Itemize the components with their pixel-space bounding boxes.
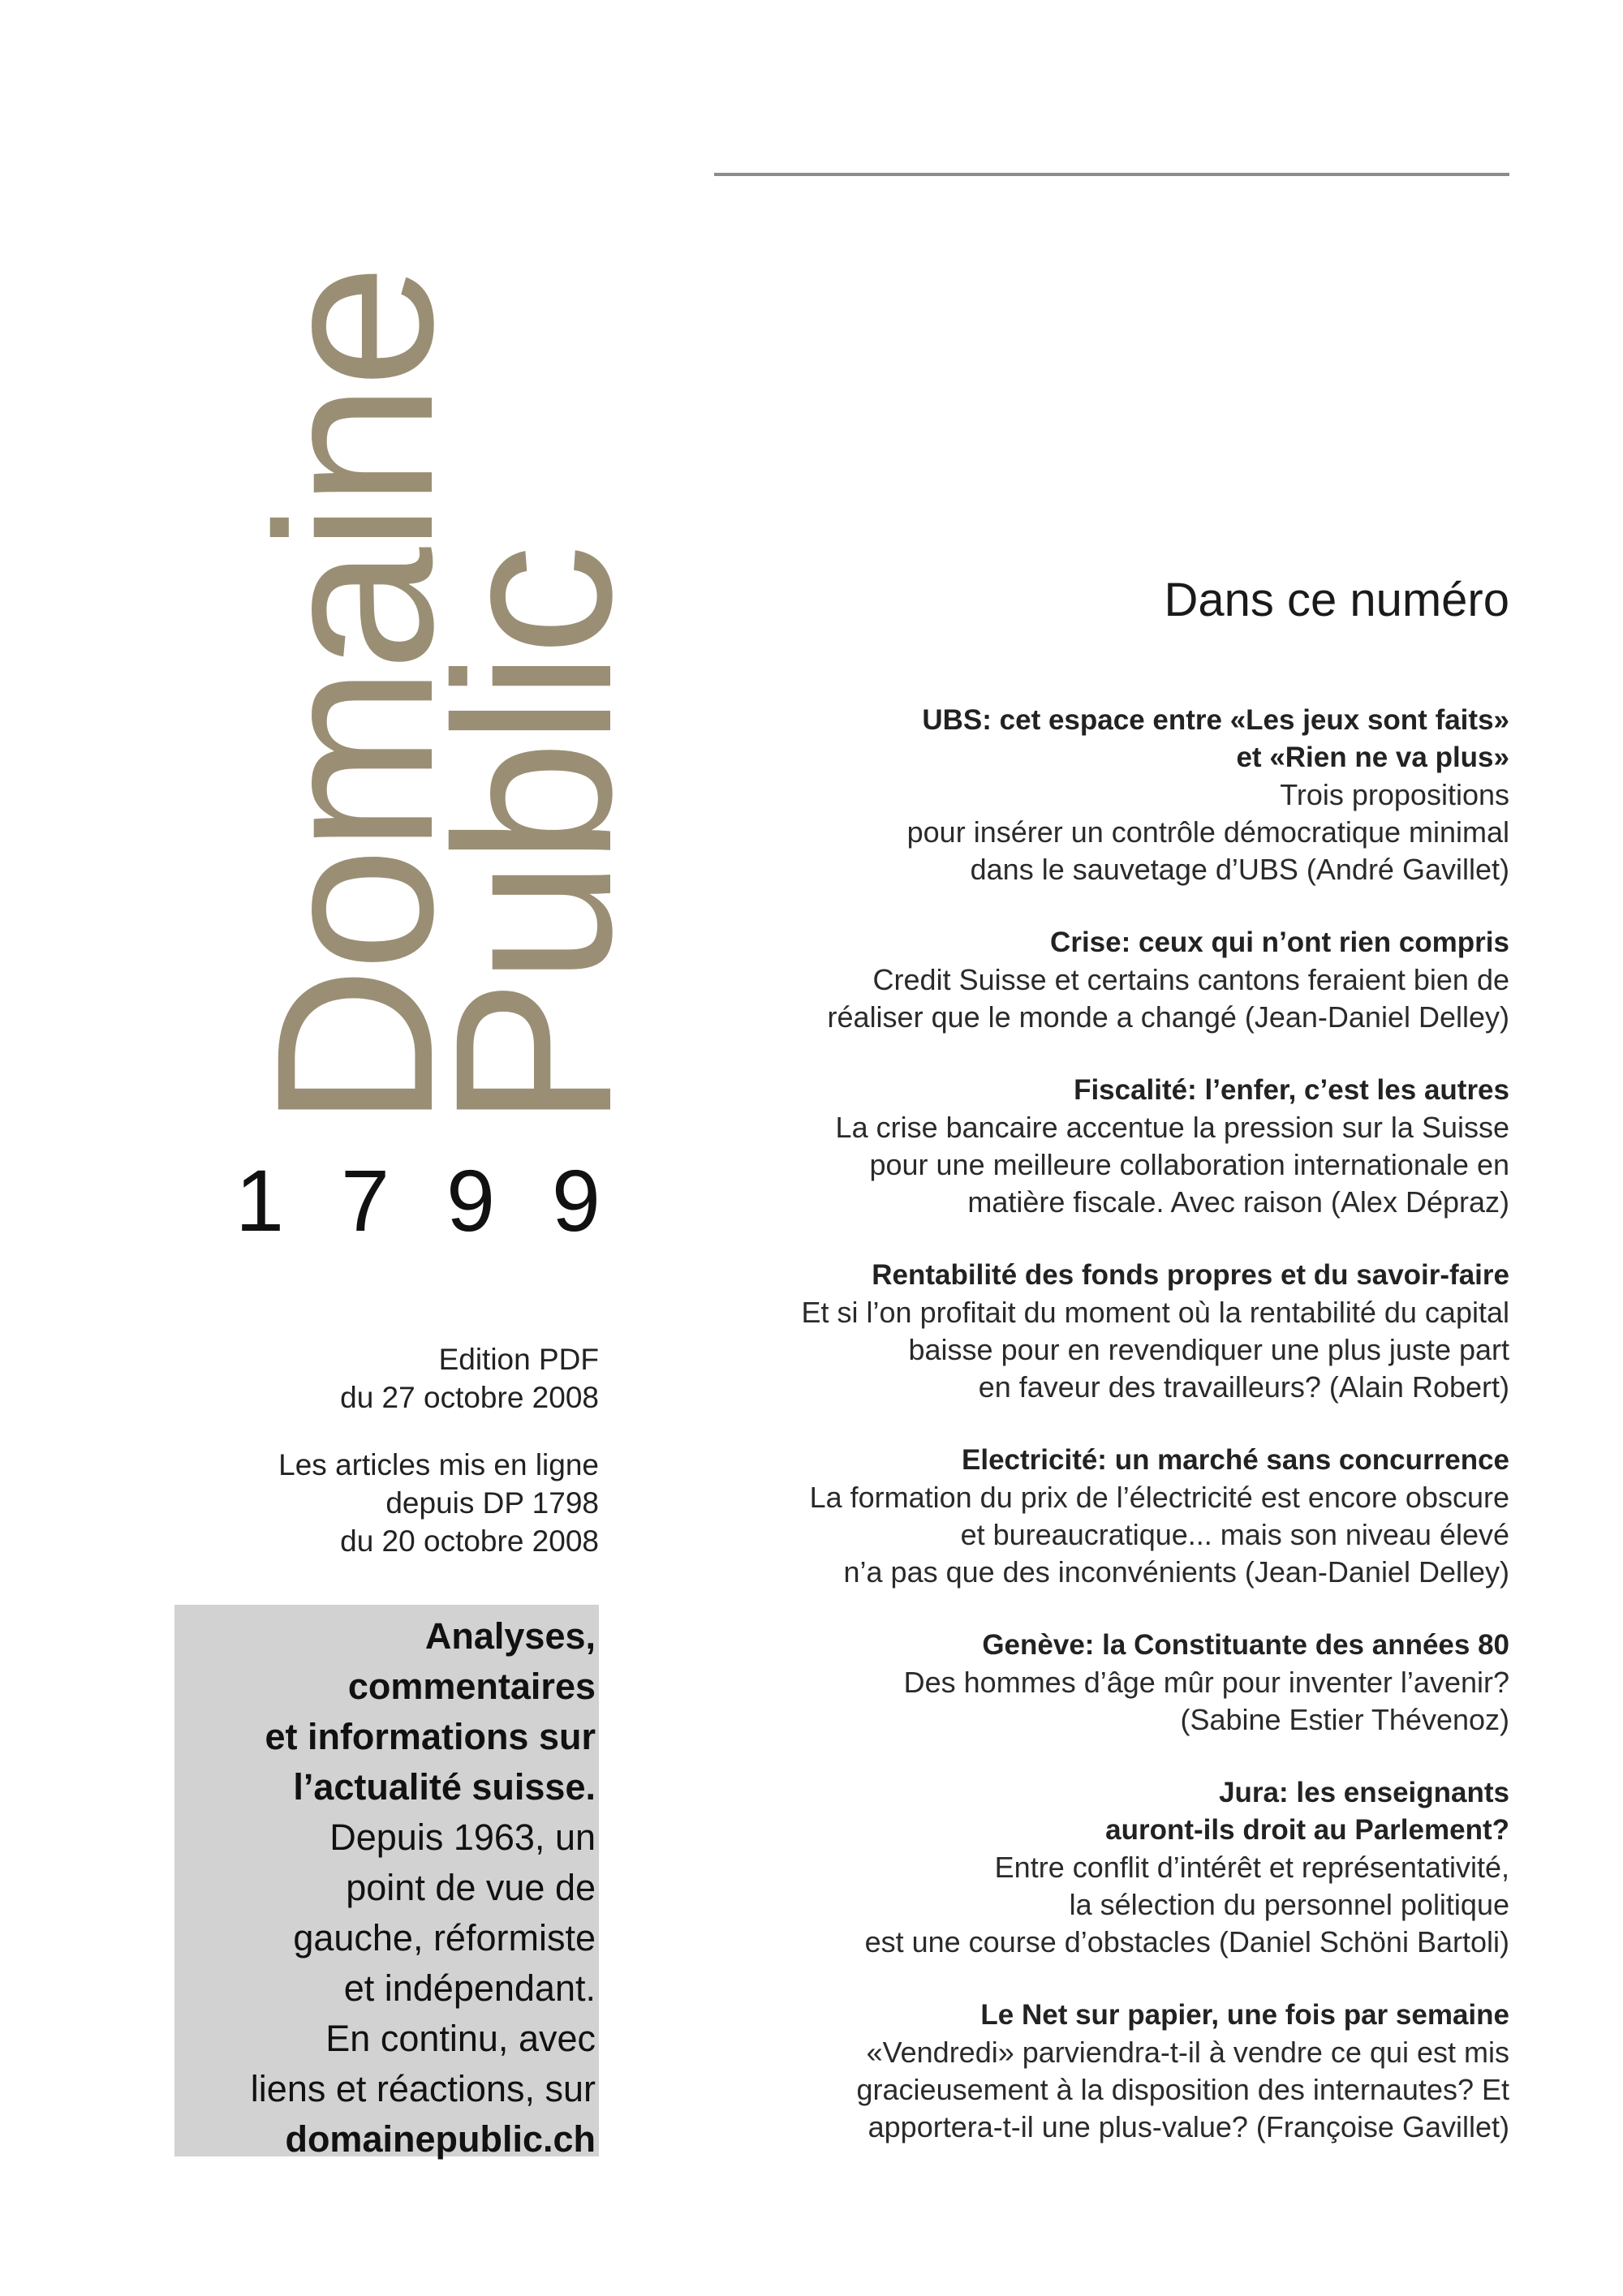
issue-digit: 9 [446,1151,496,1249]
issue-number [235,1152,601,1249]
top-divider [714,173,1509,176]
toc-item[interactable] [698,1774,1509,1961]
issue-digit: 1 [235,1151,285,1249]
article-summary: «Vendredi» parviendra-t-il à vendre ce qui est mis gracieusement à la disposition des internautes? Et apportera-t-il une plus-value? (Françoise Gavillet) [856,2036,1509,2143]
website-link[interactable]: domainepublic.ch [285,2118,596,2160]
article-title: Le Net sur papier, une fois par semaine [980,1999,1509,2031]
masthead-domaine: Domaine [230,269,480,1128]
article-title: Jura: les enseignants auront-ils droit au Parlement? [1105,1777,1509,1846]
article-title: Electricité: un marché sans concurrence [962,1444,1509,1476]
article-title: Genève: la Constituante des années 80 [982,1629,1509,1661]
article-summary: Entre conflit d’intérêt et représentativité, la sélection du personnel politique est une course d’obstacles (Daniel Schöni Bartoli) [864,1851,1509,1958]
article-title: Rentabilité des fonds propres et du savoir-faire [872,1259,1509,1291]
online-articles-date: du 20 octobre 2008 [340,1524,599,1558]
article-summary: La formation du prix de l’électricité est encore obscure et bureaucratique... mais son niveau élevé n’a pas que des inconvénients (Jean-Daniel Delley) [809,1481,1509,1589]
masthead [219,170,658,1128]
article-summary: Credit Suisse et certains cantons feraient bien de réaliser que le monde a changé (Jean-Daniel Delley) [827,963,1509,1034]
about-line: point de vue de [346,1867,596,1908]
about-line: Depuis 1963, un [329,1817,596,1858]
toc-item[interactable] [698,1627,1509,1739]
masthead-public: Public [409,549,658,1128]
toc-heading: Dans ce numéro [1164,574,1509,626]
toc-item[interactable] [698,702,1509,888]
spacer [112,1417,599,1446]
toc-item[interactable] [698,1997,1509,2146]
issue-digit: 9 [551,1151,601,1249]
article-summary: Et si l’on profitait du moment où la rentabilité du capital baisse pour en revendiquer une plus juste part en faveur des travailleurs? (Alain Robert) [801,1296,1509,1404]
edition-type: Edition PDF [438,1343,599,1376]
table-of-contents [698,702,1509,2182]
toc-item[interactable] [698,1072,1509,1221]
about-line: liens et réactions, sur [250,2068,596,2109]
about-line: commentaires [347,1666,596,1707]
article-summary: Des hommes d’âge mûr pour inventer l’avenir? (Sabine Estier Thévenoz) [903,1666,1509,1736]
toc-item[interactable] [698,1442,1509,1591]
about-box [174,1605,599,2160]
article-title: UBS: cet espace entre «Les jeux sont faits» et «Rien ne va plus» [922,704,1509,773]
about-line: et informations sur [265,1716,596,1757]
about-line: et indépendant. [343,1967,596,2009]
toc-item[interactable] [698,1257,1509,1406]
online-articles-label: Les articles mis en ligne [278,1448,599,1481]
article-summary: Trois propositions pour insérer un contrôle démocratique minimal dans le sauvetage d’UBS (André Gavillet) [906,778,1509,886]
toc-item[interactable] [698,924,1509,1036]
edition-info [112,1340,599,1560]
about-line: En continu, avec [325,2018,596,2059]
about-line: l’actualité suisse. [293,1766,596,1808]
edition-date: du 27 octobre 2008 [340,1381,599,1414]
issue-digit: 7 [340,1151,390,1249]
online-articles-since: depuis DP 1798 [385,1486,599,1520]
article-summary: La crise bancaire accentue la pression sur la Suisse pour une meilleure collaboration internationale en matière fiscale. Avec raison (Alex Dépraz) [835,1111,1509,1219]
about-line: Analyses, [424,1615,596,1657]
article-title: Crise: ceux qui n’ont rien compris [1050,927,1509,958]
article-title: Fiscalité: l’enfer, c’est les autres [1074,1074,1509,1106]
about-line: gauche, réformiste [293,1917,596,1958]
